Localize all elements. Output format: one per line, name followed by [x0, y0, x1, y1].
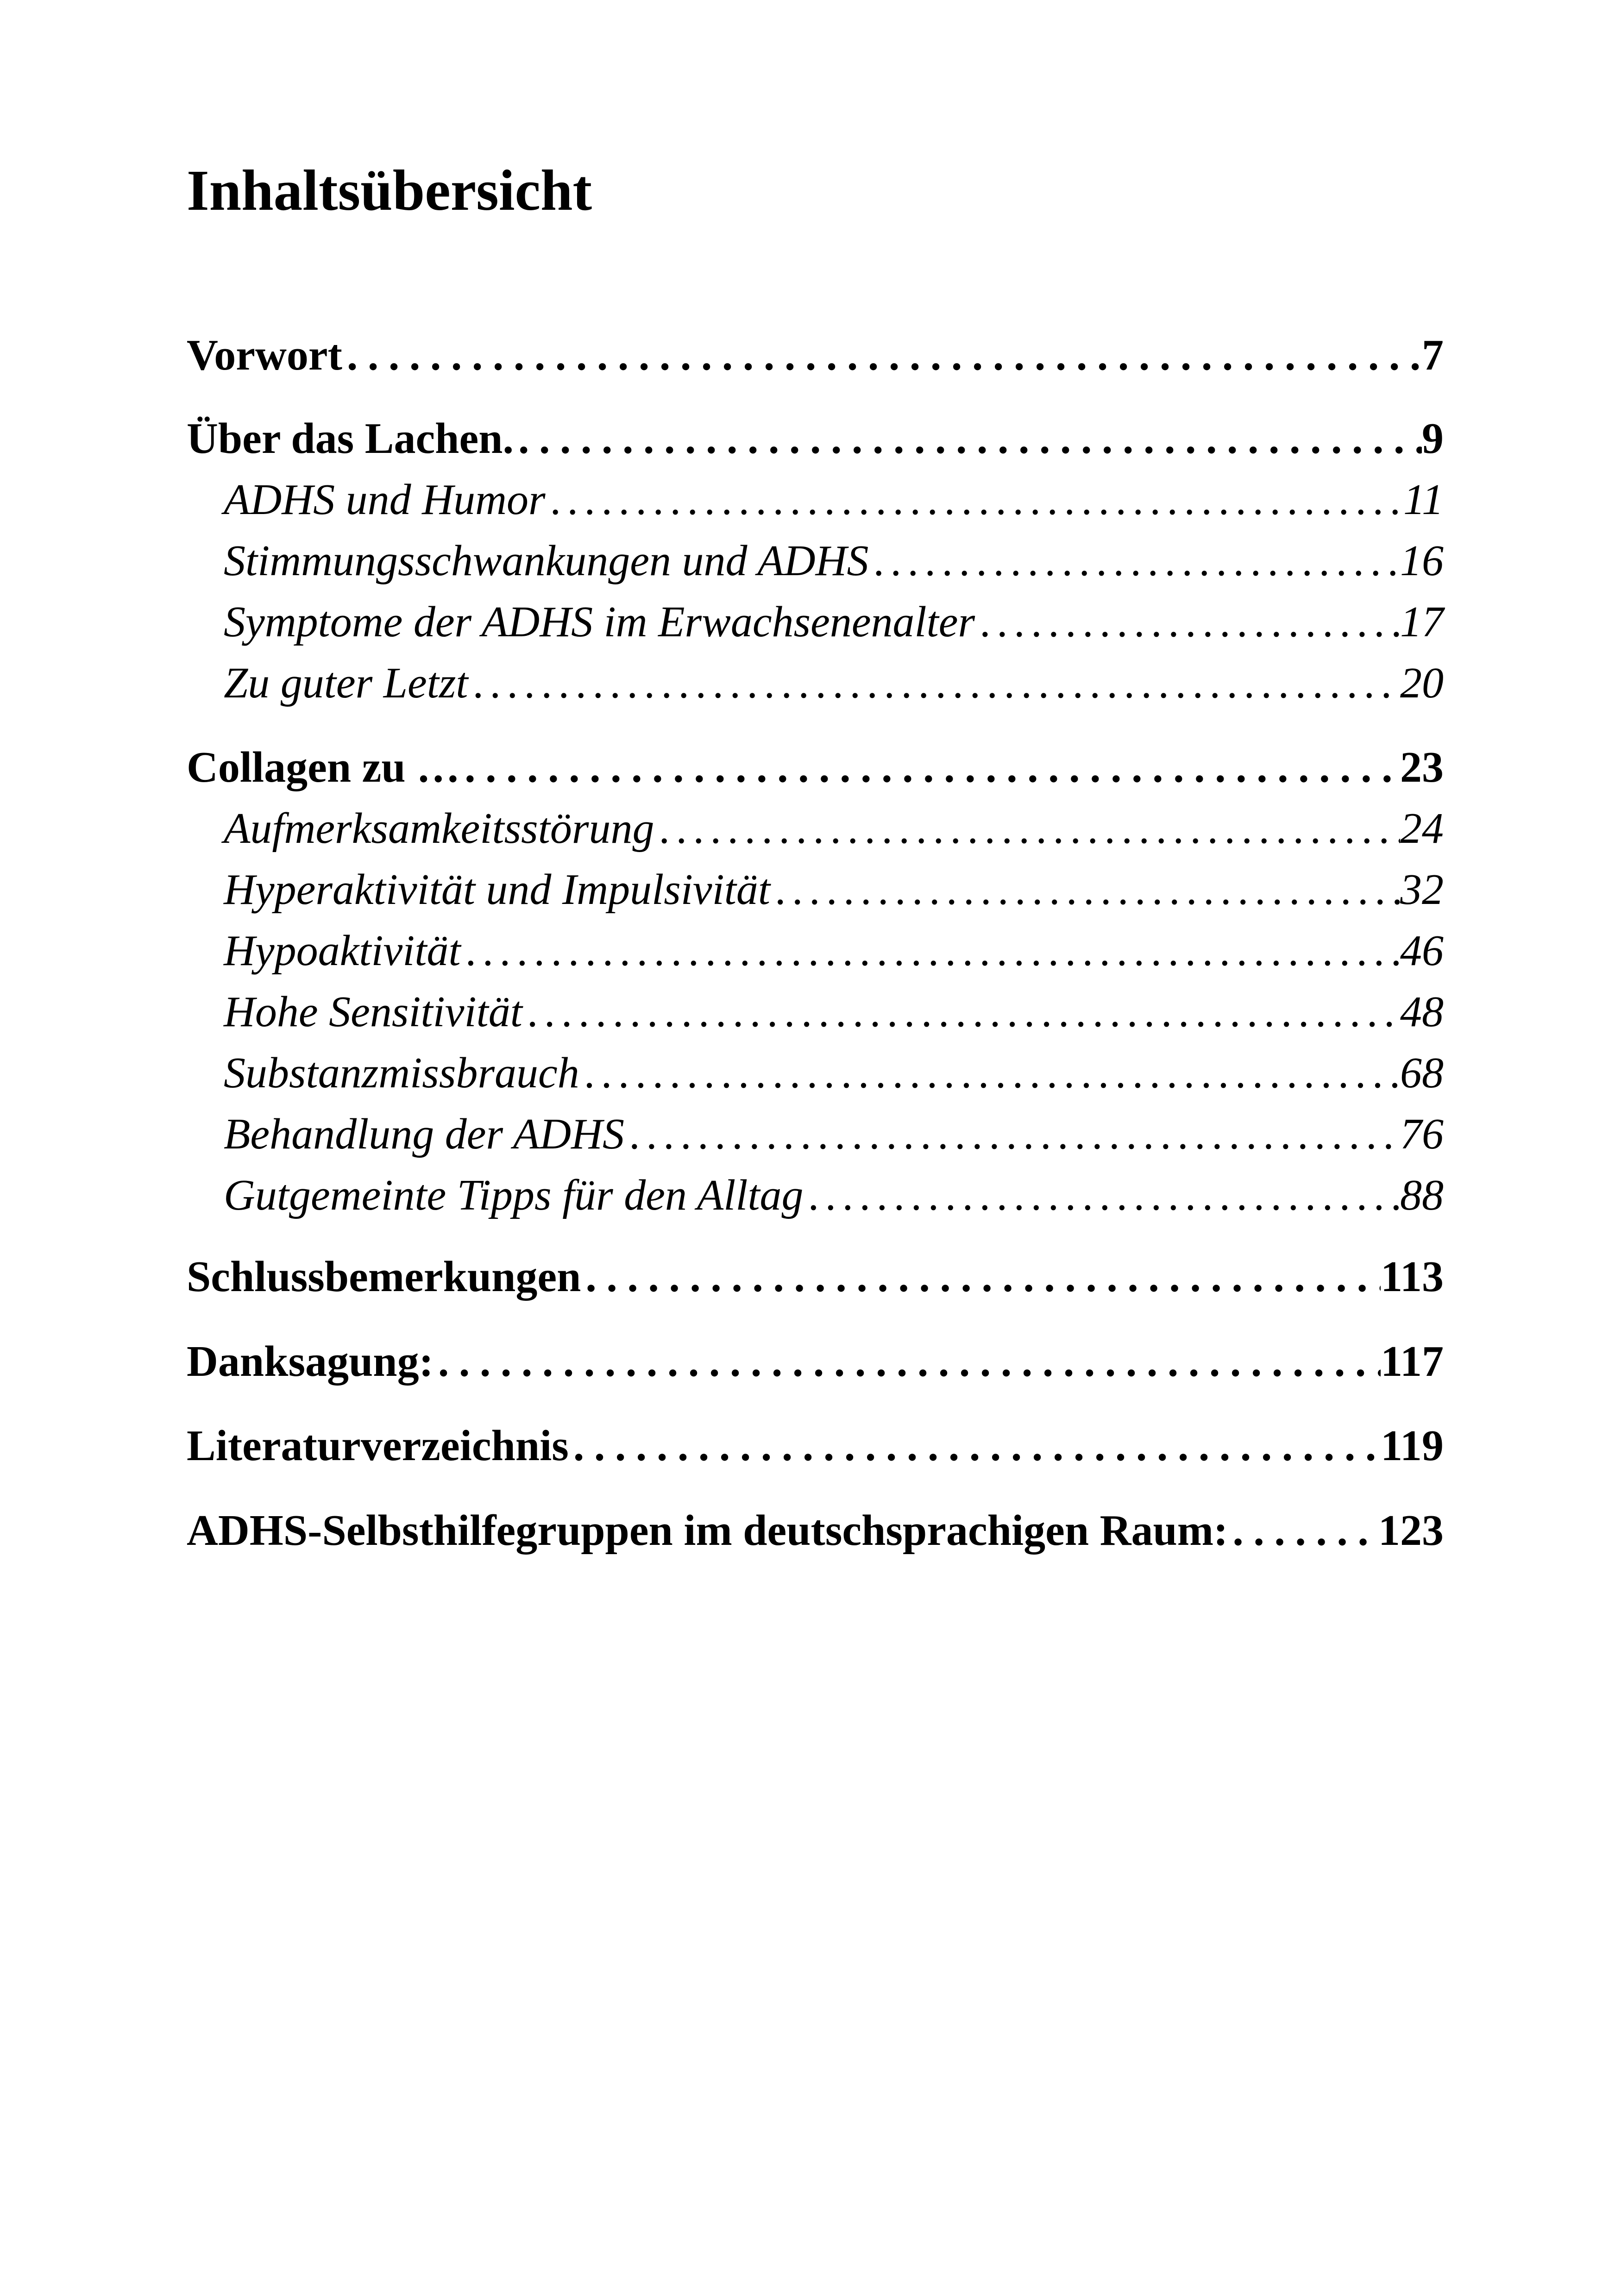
toc-page-number: 23 — [1400, 743, 1444, 791]
toc-page-number: 7 — [1422, 331, 1444, 379]
toc-page-number: 123 — [1378, 1506, 1444, 1555]
toc-page-number: 32 — [1400, 866, 1444, 914]
toc-page-number: 11 — [1403, 476, 1444, 524]
toc-entry-literaturverzeichnis[interactable] — [187, 1424, 1444, 1468]
toc-dot-leader — [869, 539, 1400, 583]
toc-dot-leader — [569, 1424, 1381, 1468]
toc-entry-label: Hohe Sensitivität — [224, 988, 522, 1036]
toc-entry-label: Zu guter Letzt — [224, 659, 468, 707]
toc-page-number: 68 — [1400, 1049, 1444, 1097]
toc-dot-leader — [546, 478, 1403, 521]
toc-entry-aufmerksamkeitsstoerung[interactable] — [224, 804, 1444, 853]
toc-entry-label: Substanzmissbrauch — [224, 1049, 579, 1097]
toc-dot-leader — [460, 746, 1400, 789]
toc-page-number: 113 — [1381, 1253, 1444, 1301]
toc-entry-label: Schlussbemerkungen — [187, 1253, 581, 1301]
toc-dot-leader — [468, 661, 1400, 705]
toc-entry-collagen-zu[interactable] — [187, 743, 1444, 791]
toc-dot-leader — [461, 929, 1400, 972]
toc-dot-leader — [522, 990, 1400, 1034]
table-of-contents — [187, 0, 1444, 2296]
toc-entry-zu-guter-letzt[interactable] — [224, 661, 1444, 705]
toc-dot-leader — [624, 1112, 1400, 1156]
toc-page-number: 24 — [1400, 804, 1444, 853]
toc-dot-leader — [654, 807, 1400, 850]
toc-entry-label: ADHS-Selbsthilfegruppen im deutschsprachigen Raum: — [187, 1506, 1228, 1555]
toc-dot-leader — [514, 417, 1422, 460]
page-title: Inhaltsübersicht — [187, 159, 592, 223]
toc-dot-leader — [975, 600, 1400, 644]
toc-dot-leader — [579, 1051, 1400, 1095]
toc-dot-leader — [581, 1255, 1381, 1299]
toc-entry-behandlung-der-adhs[interactable] — [224, 1112, 1444, 1156]
toc-entry-label: Symptome der ADHS im Erwachsenenalter — [224, 598, 975, 646]
toc-entry-substanzmissbrauch[interactable] — [224, 1051, 1444, 1095]
toc-entry-vorwort[interactable] — [187, 333, 1444, 377]
toc-entry-schlussbemerkungen[interactable] — [187, 1255, 1444, 1299]
toc-entry-label: Hypoaktivität — [224, 927, 461, 975]
toc-entry-ueber-das-lachen[interactable] — [187, 414, 1444, 463]
toc-entry-label: Hyperaktivität und Impulsivität — [224, 866, 771, 914]
toc-page-number: 88 — [1400, 1171, 1444, 1219]
toc-page-number: 76 — [1400, 1110, 1444, 1158]
toc-dot-leader — [434, 1340, 1381, 1383]
toc-dot-leader — [804, 1173, 1400, 1217]
toc-page-number: 119 — [1381, 1422, 1444, 1470]
toc-entry-hyperaktivitaet[interactable] — [224, 866, 1444, 914]
toc-entry-label: Literaturverzeichnis — [187, 1422, 569, 1470]
toc-entry-label: Vorwort — [187, 331, 342, 379]
toc-page-number: 20 — [1400, 659, 1444, 707]
toc-dot-leader — [342, 333, 1422, 377]
toc-entry-label: Gutgemeinte Tipps für den Alltag — [224, 1171, 804, 1219]
toc-entry-label: Danksagung: — [187, 1337, 434, 1386]
toc-page-number: 46 — [1400, 927, 1444, 975]
toc-page-number: 17 — [1400, 598, 1444, 646]
toc-page-number: 48 — [1400, 988, 1444, 1036]
toc-entry-hypoaktivitaet[interactable] — [224, 927, 1444, 975]
toc-entry-label: Aufmerksamkeitsstörung — [224, 804, 654, 853]
toc-entry-label: ADHS und Humor — [224, 476, 546, 524]
toc-entry-adhs-und-humor[interactable] — [224, 476, 1444, 524]
toc-entry-label: Stimmungsschwankungen und ADHS — [224, 537, 869, 585]
toc-entry-hohe-sensitivitaet[interactable] — [224, 990, 1444, 1034]
toc-page-number: 117 — [1381, 1337, 1444, 1386]
toc-entry-danksagung[interactable] — [187, 1337, 1444, 1386]
toc-dot-leader — [770, 868, 1400, 911]
toc-entry-label: Über das Lachen. — [187, 414, 514, 463]
toc-entry-label: Behandlung der ADHS — [224, 1110, 625, 1158]
toc-entry-gutgemeinte-tipps[interactable] — [224, 1173, 1444, 1217]
toc-entry-stimmungsschwankungen[interactable] — [224, 539, 1444, 583]
toc-dot-leader — [1228, 1509, 1378, 1552]
toc-entry-symptome[interactable] — [224, 600, 1444, 644]
toc-page-number: 16 — [1400, 537, 1444, 585]
toc-page-number: 9 — [1422, 414, 1444, 463]
toc-entry-adhs-selbsthilfegruppen[interactable] — [187, 1506, 1444, 1555]
toc-entry-label: Collagen zu … — [187, 743, 460, 791]
